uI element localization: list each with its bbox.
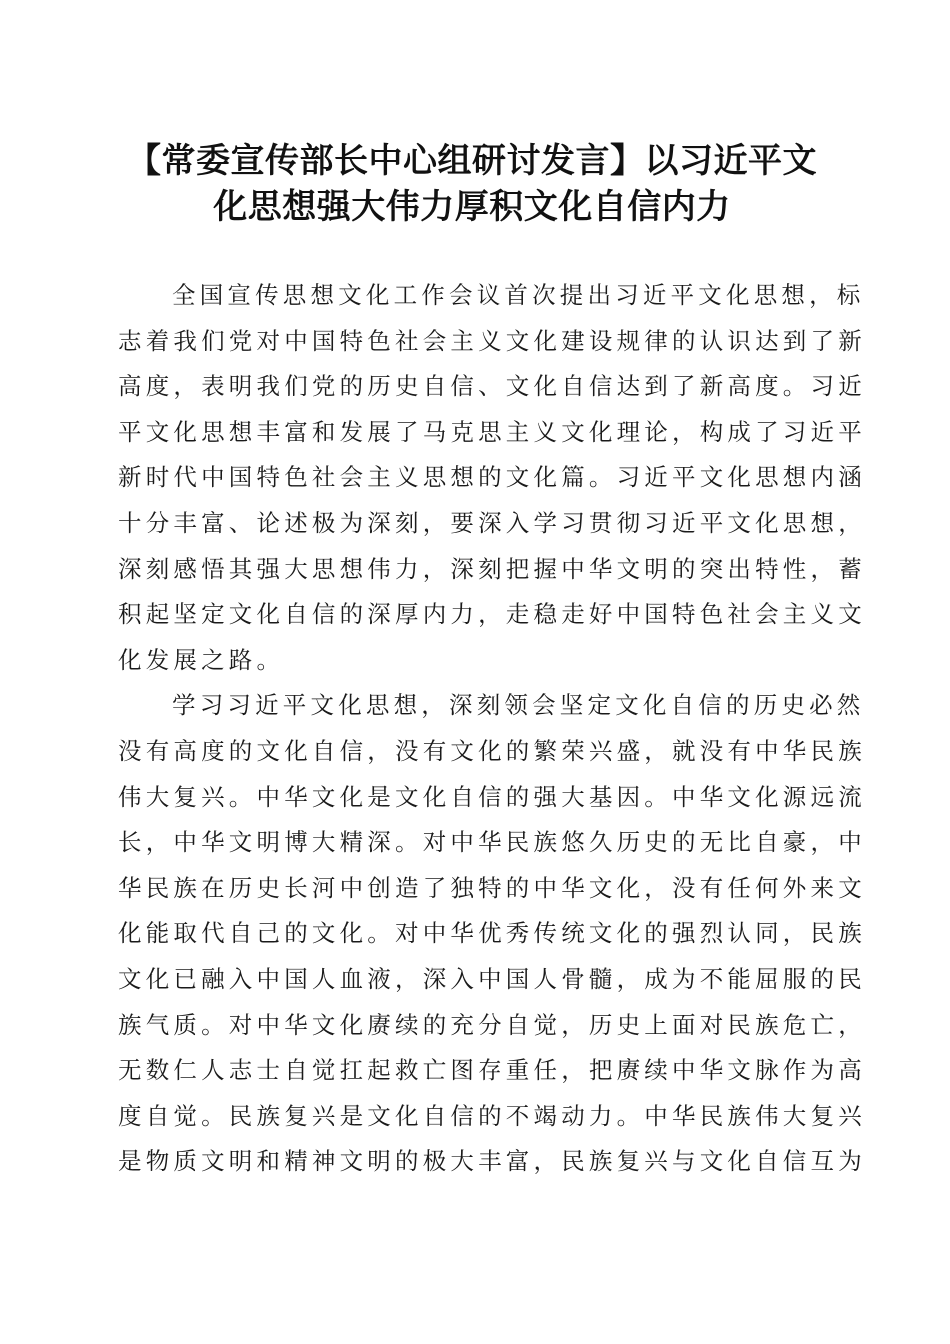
document-title [118, 138, 826, 230]
text-line: 十分丰富、论述极为深刻，要深入学习贯彻习近平文化思想， [118, 508, 866, 537]
text-line: 学习习近平文化思想，深刻领会坚定文化自信的历史必然 [172, 691, 865, 720]
text-line: 高度，表明我们党的历史自信、文化自信达到了新高度。习近 [118, 372, 866, 401]
text-line: 长，中华文明博大精深。对中华民族悠久历史的无比自豪，中 [118, 828, 866, 857]
text-line: 积起坚定文化自信的深厚内力，走稳走好中国特色社会主义文 [118, 600, 866, 629]
text-line: 伟大复兴。中华文化是文化自信的强大基因。中华文化源远流 [118, 782, 866, 811]
document-body [118, 273, 866, 1185]
paragraph-2 [118, 683, 866, 1185]
title-line: 【常委宣传部长中心组研讨发言】以习近平文 [127, 141, 817, 181]
text-line: 化发展之路。 [118, 645, 285, 674]
text-line: 是物质文明和精神文明的极大丰富，民族复兴与文化自信互为 [118, 1147, 866, 1176]
text-line: 志着我们党对中国特色社会主义文化建设规律的认识达到了新 [118, 326, 866, 355]
text-line: 族气质。对中华文化赓续的充分自觉，历史上面对民族危亡， [118, 1010, 866, 1039]
text-line: 全国宣传思想文化工作会议首次提出习近平文化思想，标 [172, 281, 865, 309]
text-line: 新时代中国特色社会主义思想的文化篇。习近平文化思想内涵 [118, 463, 866, 492]
text-line: 文化已融入中国人血液，深入中国人骨髓，成为不能屈服的民 [118, 964, 866, 993]
text-line: 华民族在历史长河中创造了独特的中华文化，没有任何外来文 [118, 873, 866, 902]
text-line: 化能取代自己的文化。对中华优秀传统文化的强烈认同，民族 [118, 919, 866, 948]
text-line: 没有高度的文化自信，没有文化的繁荣兴盛，就没有中华民族 [118, 736, 866, 765]
text-line: 平文化思想丰富和发展了马克思主义文化理论，构成了习近平 [118, 417, 866, 446]
title-line: 化思想强大伟力厚积文化自信内力 [213, 187, 731, 227]
paragraph-1 [118, 273, 866, 683]
text-line: 无数仁人志士自觉扛起救亡图存重任，把赓续中华文脉作为高 [118, 1056, 866, 1085]
text-line: 度自觉。民族复兴是文化自信的不竭动力。中华民族伟大复兴 [118, 1101, 866, 1130]
text-line: 深刻感悟其强大思想伟力，深刻把握中华文明的突出特性，蓄 [118, 554, 866, 583]
